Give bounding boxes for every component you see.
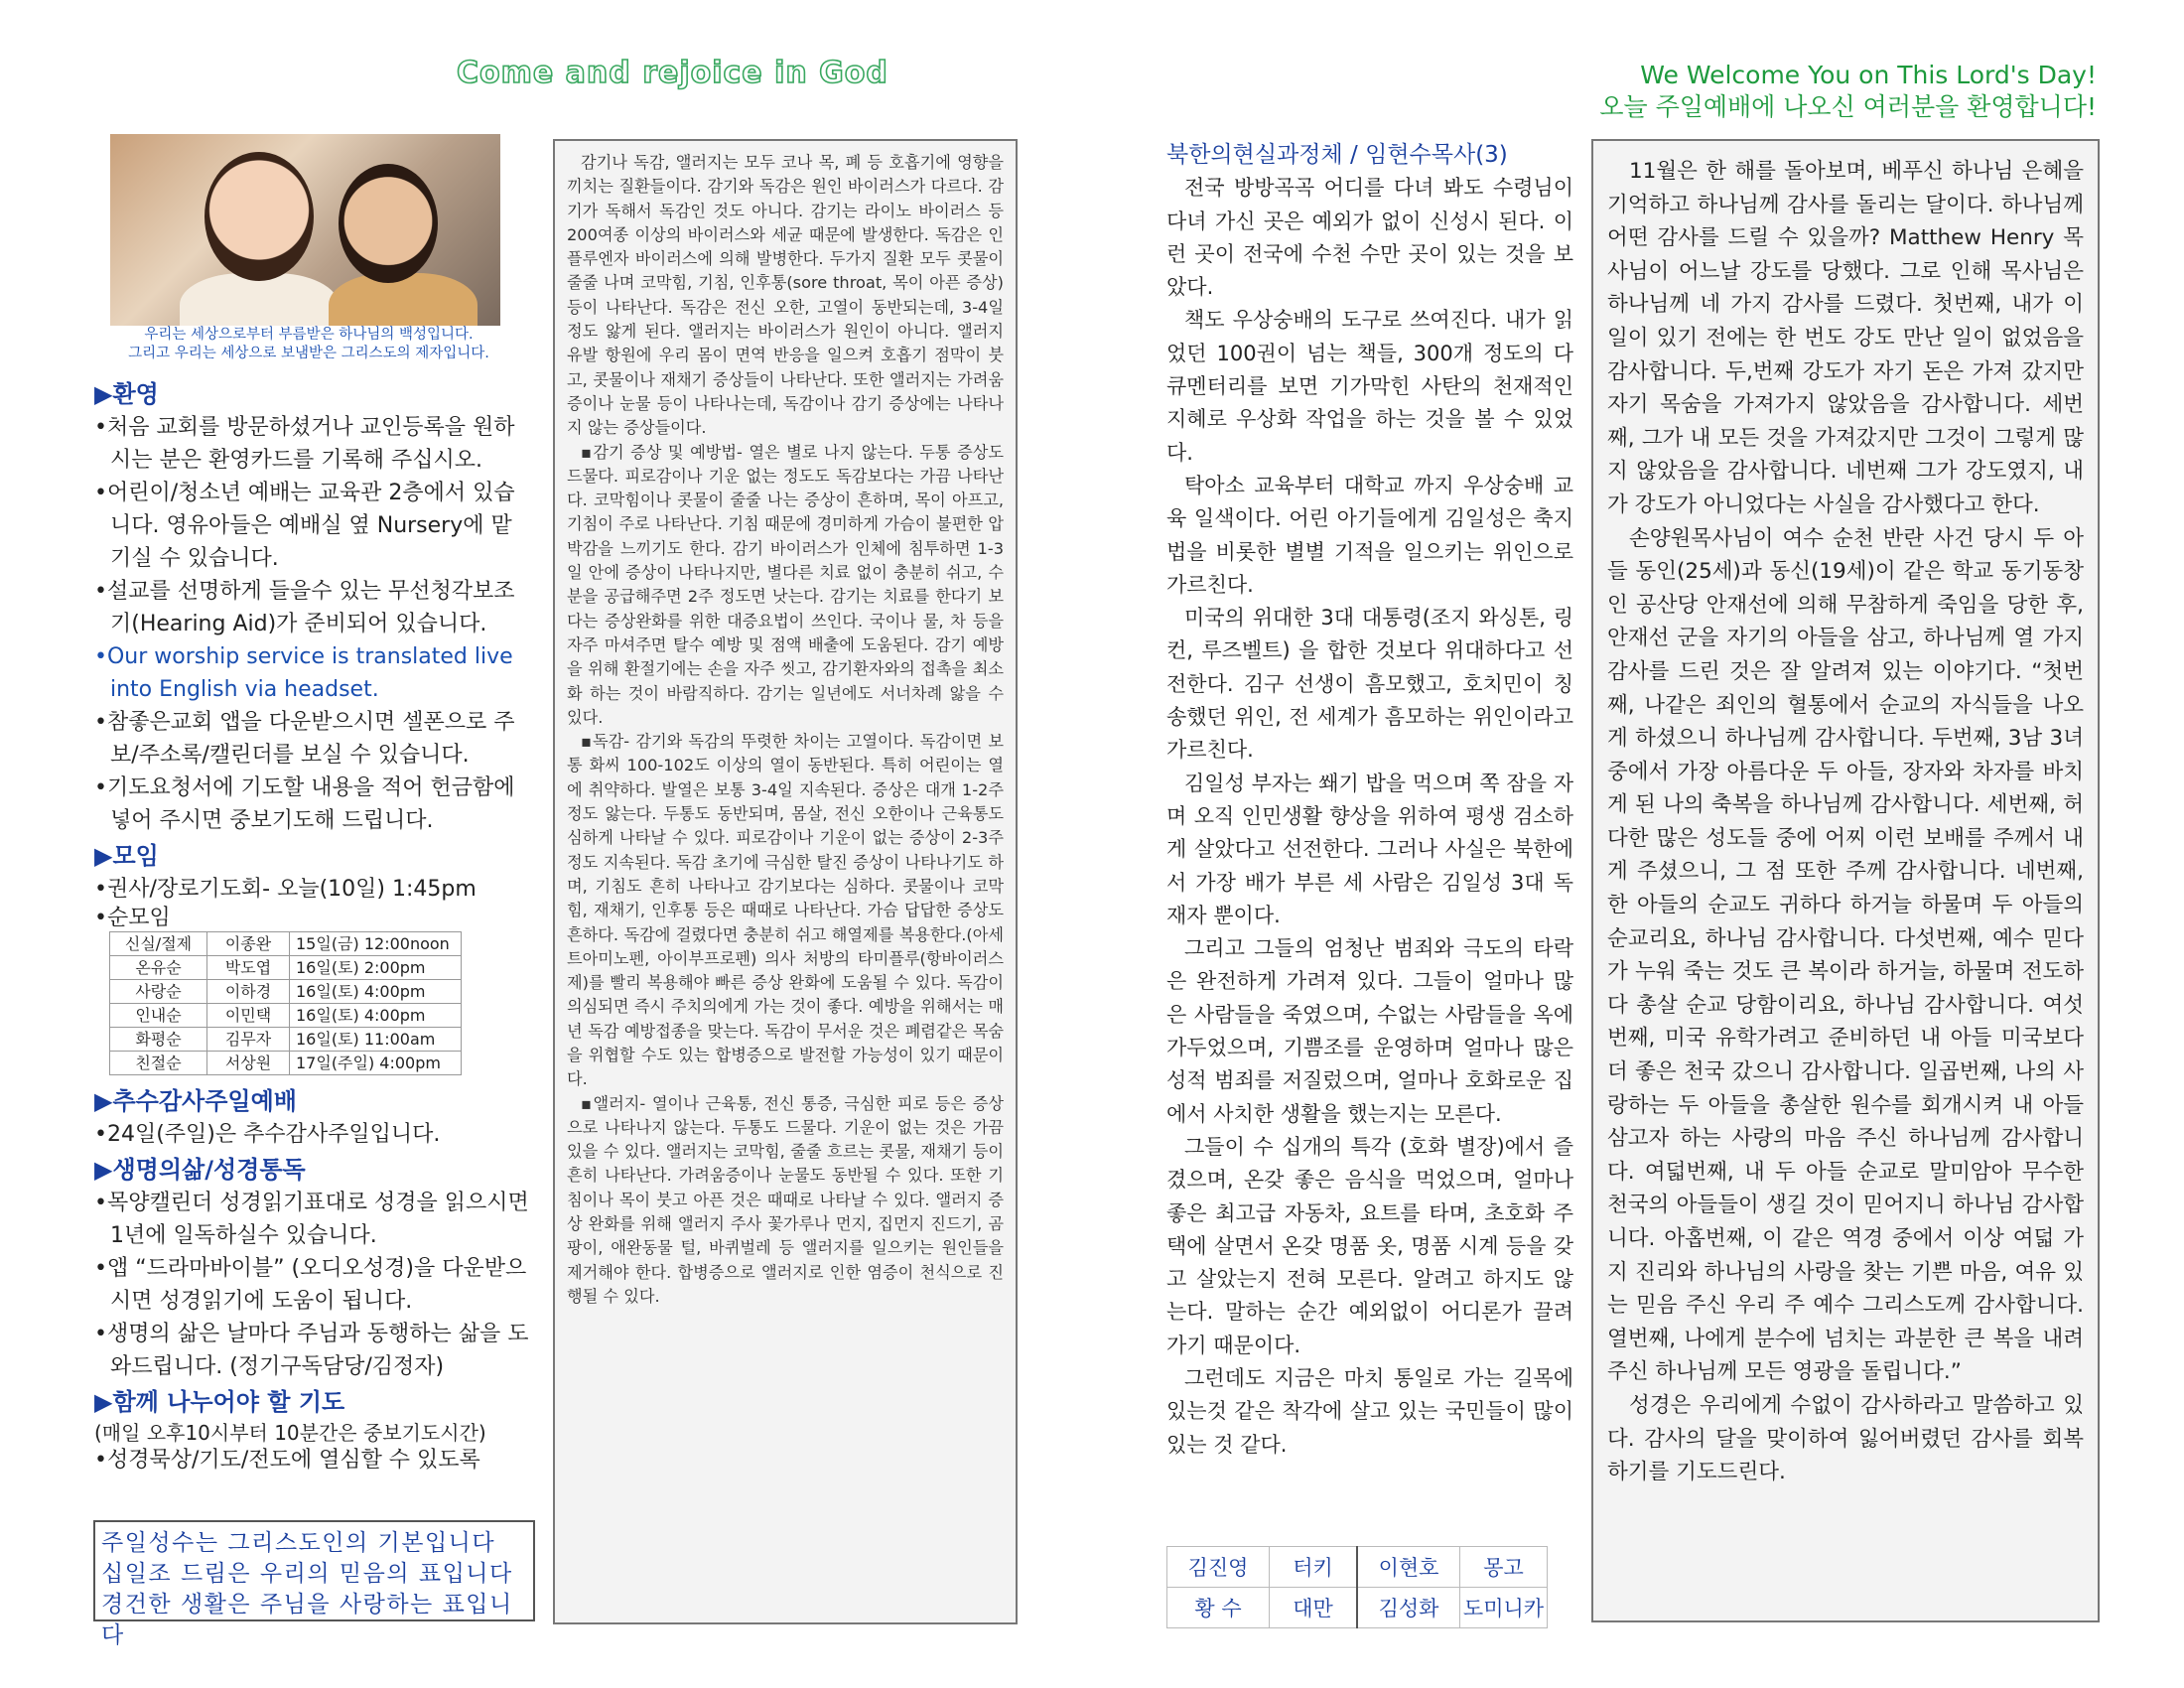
welcome-korean: 오늘 주일예배에 나오신 여러분을 환영합니다!: [1599, 92, 2097, 121]
missionary-table: [1166, 1546, 1548, 1628]
thanksgiving-article: [1591, 139, 2100, 1622]
table-row: 신실/절제 이종완 15일(금) 12:00noon: [110, 932, 462, 956]
motto-line: 주일성수는 그리스도인의 기본입니다: [101, 1530, 496, 1556]
article-paragraph: 그들이 수 십개의 특각 (호화 별장)에서 즐겼으며, 온갖 좋은 음식을 먹었으며, 얼마나 좋은 최고급 자동차, 요트를 타며, 초호화 주택에 살면서 온갖 명품 옷, 명품 시계 등을 갖고 살았는지 전혀 모른다. 알려고 하지도 않는다. 말하는 순간 예외없이 어디론가 끌려 가기 때문이다.: [1166, 1134, 1573, 1357]
article-paragraph: ▪감기 증상 및 예방법- 열은 별로 나지 않는다. 두통 증상도 드물다. 피로감이나 기운 없는 정도도 독감보다는 가끔 나타난다. 코막힘이나 콧물이 줄줄 나는 증상이 흔하며, 목이 아프고, 기침이 주로 나타난다. 기침 때문에 경미하게 가슴이 불편한 압박감을 느끼기도 한다. 감기 바이러스가 인체에 침투하면 1-3일 안에 증상이 나타나지만, 별다른 치료 없이 충분히 쉬고, 수분을 공급해주면 2주 정도면 낫는다. 감기는 치료를 한다기 보다는 증상완화를 위한 대증요법이 쓰인다. 국이나 물, 차 등을 자주 마셔주면 탈수 예방 및 점액 배출에 도움된다. 감기 예방을 위해 환절기에는 손을 자주 씻고, 감기환자와의 접촉을 최소화 하는 것이 바람직하다. 감기는 일년에도 서너차례 앓을 수 있다.: [567, 442, 1004, 727]
table-row: 김진영 터키 이현호 몽고: [1167, 1547, 1548, 1588]
article-paragraph: 11월은 한 해를 돌아보며, 베푸신 하나님 은혜을 기억하고 하나님께 감사를 돌리는 달이다. 하나님께 어떤 감사를 드릴 수 있을까? Matthew Henry 목사님이 어느날 강도를 당했다. 그로 인해 목사님은 하나님께 네 가지 감사를 드렸다. 첫번째, 내가 이 일이 있기 전에는 한 번도 강도 만난 일이 없었음을 감사합니다. 두,번째 강도가 자기 돈은 가져 갔지만 자기 목숨을 가져가지 않았음을 감사합니다. 세번째, 그가 내 모든 것을 가져갔지만 그것이 그렇게 많지 않았음을 감사합니다. 네번째 그가 강도였지, 내가 강도가 아니었다는 사실을 감사했다고 한다.: [1607, 159, 2084, 517]
table-row: 온유순 박도엽 16일(토) 2:00pm: [110, 956, 462, 980]
header-welcome: [1599, 60, 2097, 123]
announcement-item: •처음 교회를 방문하셨거나 교인등록을 원하시는 분은 환영카드를 기록해 주십시오.: [94, 415, 515, 473]
article-paragraph: 미국의 위대한 3대 대통령(조지 와싱톤, 링컨, 루즈벨트) 을 합한 것보다 위대하다고 선전한다. 김구 선생이 흠모했고, 호치민이 칭송했던 위인, 전 세계가 흠모하는 위인이라고 가르친다.: [1166, 606, 1573, 763]
article-paragraph: 김일성 부자는 쐐기 밥을 먹으며 쪽 잠을 자며 오직 인민생활 향상을 위하여 평생 검소하게 살았다고 선전한다. 그러나 사실은 북한에서 가장 배가 부른 세 사람은 김일성 3대 독재자 뿐이다.: [1166, 771, 1573, 927]
meeting-line: •권사/장로기도회- 오늘(10일) 1:45pm: [94, 877, 477, 902]
article-paragraph: 그런데도 지금은 마치 통일로 가는 길목에있는것 같은 착각에 살고 있는 국민들이 많이 있는 것 같다.: [1166, 1365, 1573, 1457]
announcement-item: •생명의 삶은 날마다 주님과 동행하는 삶을 도와드립니다. (정기구독담당/김정자): [94, 1322, 529, 1379]
section-thanks-heading: ▶추수감사주일예배: [94, 1087, 297, 1115]
health-article: [553, 139, 1018, 1624]
announcement-item: •24일(주일)은 추수감사주일입니다.: [94, 1122, 441, 1147]
article-paragraph: 감기나 독감, 앨러지는 모두 코나 목, 폐 등 호흡기에 영향을 끼치는 질환들이다. 감기와 독감은 원인 바이러스가 다르다. 감기가 독해서 독감인 것도 아니다. 감기는 라이노 바이러스 등 200여종 이상의 바이러스와 세균 때문에 발생한다. 독감은 인플루엔자 바이러스에 의해 발병한다. 두가지 질환 모두 콧물이 줄줄 나며 코막힘, 기침, 인후통(sore throat, 목이 아픈 증상) 등이 나타난다. 독감은 전신 오한, 고열이 동반되는데, 3-4일 정도 앓게 된다. 앨러지는 바이러스가 원인이 아니다. 앨러지 유발 항원에 우리 몸이 면역 반응을 일으켜 호흡기 점막이 붓고, 콧물이나 재채기 증상들이 나타난다. 또한 앨러지는 가려움증이나 눈물 등이 나타나는데, 독감이나 감기 증상에는 나타나지 않는 증상들이다.: [567, 153, 1004, 438]
announcement-item: •참좋은교회 앱을 다운받으시면 셀폰으로 주보/주소록/캘린더를 보실 수 있습니다.: [94, 710, 515, 768]
announcement-item: •어린이/청소년 예배는 교육관 2층에서 있습니다. 영유아들은 예배실 옆 Nursery에 맡기실 수 있습니다.: [94, 481, 515, 571]
prayer-line: •성경묵상/기도/전도에 열심할 수 있도록: [94, 1448, 480, 1473]
article-paragraph: 그리고 그들의 엄청난 범죄와 극도의 타락은 완전하게 가려져 있다. 그들이 얼마나 많은 사람들을 죽였으며, 수없는 사람들을 옥에 가두었으며, 기쁨조를 운영하며 얼마나 많은 성적 범죄를 저질렀으며, 얼마나 호화로운 집에서 사치한 생활을 했는지는 모른다.: [1166, 936, 1573, 1126]
announcement-item: •설교를 선명하게 들을수 있는 무선청각보조기(Hearing Aid)가 준비되어 있습니다.: [94, 579, 515, 636]
article-paragraph: 성경은 우리에게 수없이 감사하라고 말씀하고 있다. 감사의 달을 맞이하여 잃어버렸던 감사를 회복하기를 기도드린다.: [1607, 1392, 2084, 1485]
table-row: 화평순 김무자 16일(토) 11:00am: [110, 1028, 462, 1052]
table-row: 친절순 서상원 17일(주일) 4:00pm: [110, 1052, 462, 1075]
article-paragraph: 탁아소 교육부터 대학교 까지 우상숭배 교육 일색이다. 어린 아기들에게 김일성은 축지법을 비롯한 별별 기적을 일으키는 위인으로 가르친다.: [1166, 473, 1573, 597]
motto-box: [93, 1520, 535, 1648]
article-paragraph: 손양원목사님이 여수 순천 반란 사건 당시 두 아들 동인(25세)과 동신(19세)이 같은 학교 동기동창인 공산당 안재선에 의해 무참하게 죽임을 당한 후, 안재선 군을 자기의 아들을 삼고, 하나님께 열 가지 감사를 드린 것은 잘 알려져 있는 이야기다. “첫번째, 나같은 죄인의 혈통에서 순교의 자식들을 나오게 하셨으니 하나님께 감사합니다. 두번째, 3남 3녀 중에서 가장 아름다운 두 아들, 장자와 차자를 바치게 된 나의 축복을 하나님께 감사합니다. 세번째, 허다한 많은 성도들 중에 어찌 이런 보배를 주께서 내게 주셨으니, 그 점 또한 주께 감사합니다. 네번째, 한 아들의 순교도 귀하다 하거늘 하물며 두 아들의 순교리요, 하나님 감사합니다. 다섯번째, 예수 믿다가 누워 죽는 것도 큰 복이라 하거늘, 하물며 전도하다 총살 순교 당함이리요, 하나님 감사합니다. 여섯번째, 미국 유학가려고 준비하던 내 아들 미국보다 더 좋은 천국 갔으니 감사합니다. 일곱번째, 나의 사랑하는 두 아들을 총살한 원수를 회개시켜 내 아들 삼고자 하는 사랑의 마음 주신 하나님께 감사합니다. 여덟번째, 내 두 아들 순교로 말미암아 무수한 천국의 아들들이 생길 것이 믿어지니 하나님 감사합니다. 아홉번째, 이 같은 역경 중에서 이상 여덟 가지 진리와 하나님의 사랑을 찾는 기쁜 마음, 여유 있는 믿음 주신 우리 주 예수 그리스도께 감사합니다. 열번째, 나에게 분수에 넘치는 과분한 큰 복을 내려 주신 하나님께 모든 영광을 돌립니다.”: [1607, 525, 2084, 1385]
caption-line: 우리는 세상으로부터 부름받은 하나님의 백성입니다.: [144, 327, 474, 343]
announcement-item-english: •Our worship service is translated live into English via headset.: [94, 644, 513, 702]
article-paragraph: 전국 방방곡곡 어디를 다녀 봐도 수령님이 다녀 가신 곳은 예외가 없이 신성시 된다. 이런 곳이 전국에 수천 수만 곳이 있는 것을 보았다.: [1166, 176, 1573, 300]
announcements-column: [94, 375, 531, 1475]
small-group-table: [109, 931, 462, 1075]
section-prayer-heading: ▶함께 나누어야 할 기도: [94, 1388, 345, 1416]
announcement-item: •목양캘린더 성경읽기표대로 성경을 읽으시면 1년에 일독하실수 있습니다.: [94, 1191, 529, 1248]
north-korea-article: [1166, 139, 1573, 1462]
announcement-item: •앱 “드라마바이블” (오디오성경)을 다운받으시면 성경읽기에 도움이 됩니다.: [94, 1256, 527, 1314]
table-row: 사랑순 이하경 16일(토) 4:00pm: [110, 980, 462, 1004]
table-row: 인내순 이민택 16일(토) 4:00pm: [110, 1004, 462, 1028]
table-row: 황 수 대만 김성화 도미니카: [1167, 1588, 1548, 1628]
caption-line: 그리고 우리는 세상으로 보냄받은 그리스도의 제자입니다.: [128, 346, 489, 361]
article-title: 북한의현실과정체 / 임현수목사(3): [1166, 142, 1508, 168]
article-paragraph: ▪독감- 감기와 독감의 뚜렷한 차이는 고열이다. 독감이면 보통 화씨 100-102도 이상의 열이 동반된다. 특히 어린이는 열에 취약하다. 발열은 보통 3-4일 지속된다. 증상은 대개 1-2주 정도 앓는다. 두통도 동반되며, 몸살, 전신 오한이나 근육통도 심하게 나타날 수 있다. 피로감이나 기운이 없는 증상이 2-3주 정도 지속된다. 독감 초기에 극심한 탈진 증상이 나타나기도 하며, 기침도 흔히 나타나고 감기보다는 심하다. 콧물이나 코막힘, 재채기, 인후통 등은 때때로 나타난다. 가슴 답답한 증상도 흔하다. 독감에 걸렸다면 충분히 쉬고 해열제를 복용한다.(아세트아미노펜, 아이부프로펜) 의사 처방의 타미플루(항바이러스제)를 빨리 복용해야 빠른 증상 완화에 도움될 수 있다. 독감이 의심되면 즉시 주치의에게 가는 것이 좋다. 예방을 위해서는 매년 독감 예방접종을 맞는다. 독감이 무서운 것은 폐렴같은 목숨을 위협할 수도 있는 합병증으로 발전할 가능성이 있기 때문이다.: [567, 732, 1004, 1089]
announcement-item: •기도요청서에 기도할 내용을 적어 헌금함에 넣어 주시면 중보기도해 드립니다.: [94, 775, 515, 833]
header-motto: Come and rejoice in God: [457, 56, 888, 90]
motto-line: 십일조 드림은 우리의 믿음의 표입니다: [101, 1561, 513, 1587]
section-welcome-heading: ▶환영: [94, 380, 159, 408]
photo: [110, 134, 500, 326]
article-paragraph: 책도 우상숭배의 도구로 쓰여진다. 내가 읽었던 100권이 넘는 책들, 300개 정도의 다큐멘터리를 보면 기가막힌 사탄의 천재적인 지혜로 우상화 작업을 하는 것을 볼 수 있었다.: [1166, 308, 1573, 465]
welcome-english: We Welcome You on This Lord's Day!: [1640, 61, 2097, 89]
section-bible-heading: ▶생명의삶/성경통독: [94, 1156, 306, 1184]
meeting-line: •순모임: [94, 906, 171, 930]
section-meeting-heading: ▶모임: [94, 842, 159, 870]
prayer-line: (매일 오후10시부터 10분간은 중보기도시간): [94, 1421, 486, 1445]
photo-caption: [95, 326, 522, 363]
article-paragraph: ▪앨러지- 열이나 근육통, 전신 통증, 극심한 피로 등은 증상으로 나타나지 않는다. 두통도 드물다. 기운이 없는 것은 가끔 있을 수 있다. 앨러지는 코막힘, 줄줄 흐르는 콧물, 재채기 등이 흔히 나타난다. 가려움증이나 눈물도 동반될 수 있다. 또한 기침이나 목이 붓고 아픈 것은 때때로 나타날 수 있다. 앨러지 증상 완화를 위해 앨러지 주사 꽃가루나 먼지, 집먼지 진드기, 곰팡이, 애완동물 털, 바퀴벌레 등 앨러지를 일으키는 원인들을 제거해야 한다. 합병증으로 앨러지로 인한 염증이 천식으로 진행될 수 있다.: [567, 1093, 1004, 1306]
motto-line: 경건한 생활은 주님을 사랑하는 표입니다: [101, 1592, 513, 1648]
